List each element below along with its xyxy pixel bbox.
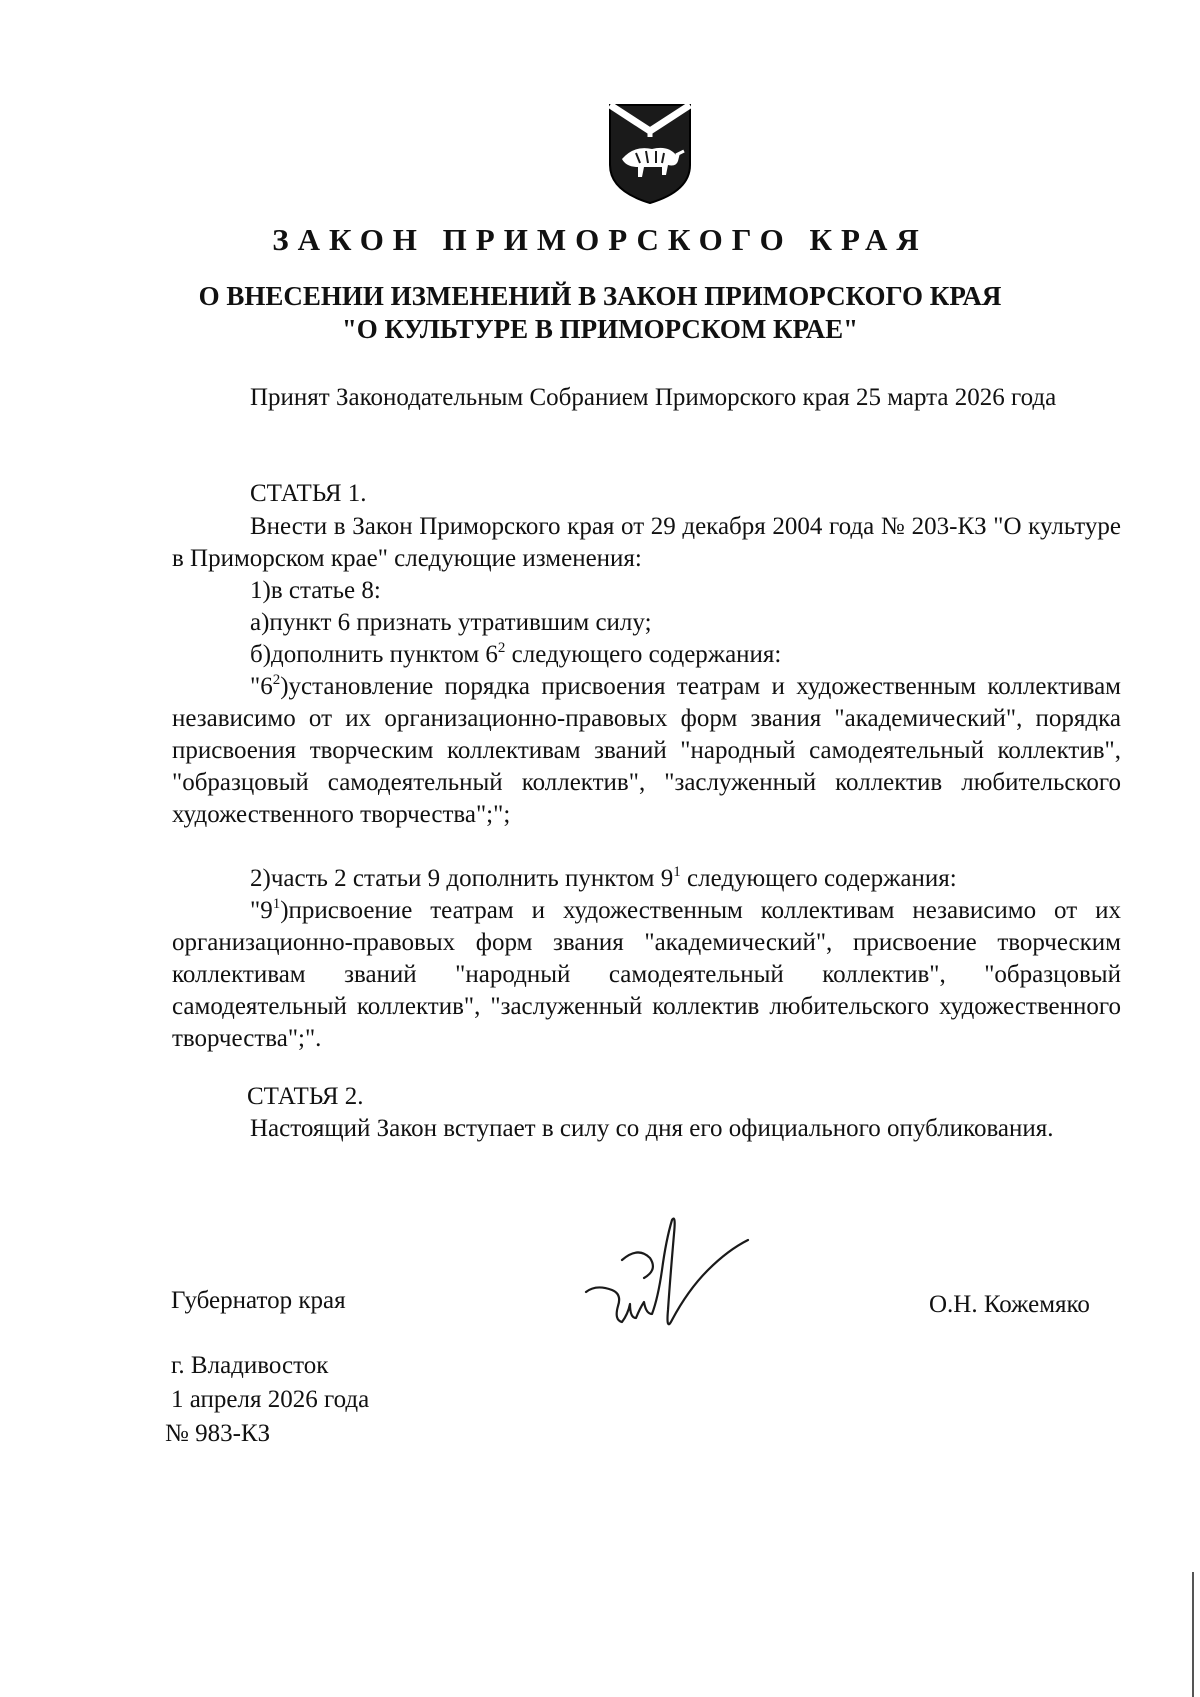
law-title: ЗАКОН ПРИМОРСКОГО КРАЯ [272, 222, 928, 257]
article1-quote2: "$9^1)присвоение$ театрам и художественным коллективам независимо от их организационно-правовых форм звания "академический", присвоение творческим коллективам званий "народный самодеятельный коллектив", "образцовый самодеятельный коллектив", "заслуженный коллектив любительского художественного творчества";". [172, 896, 1121, 1052]
article1-quote1: "$6^2)установление$ порядка присвоения театрам и художественным коллективам независимо от их организационно-правовых форм звания "академический", порядка присвоения творческим коллективам званий "народный самодеятельный коллектив", "образцовый самодеятельный коллектив", "заслуженный коллектив любительского художественного творчества";"; [172, 672, 1121, 828]
article1-item1a: а)пункт 6 признать утратившим силу; [250, 609, 652, 636]
signing-date: 1 апреля 2026 года [171, 1386, 370, 1413]
governor-signature [578, 1210, 758, 1340]
article1-heading: СТАТЬЯ 1. [250, 480, 367, 507]
article1-item2: 2)часть 2 статьи 9 дополнить пунктом $9^1$ следующего содержания: [250, 864, 957, 892]
article2-heading: СТАТЬЯ 2. [247, 1083, 364, 1110]
article1-item1: 1)в статье 8: [250, 577, 381, 604]
signatory-position: Губернатор края [171, 1287, 346, 1314]
signing-city: г. Владивосток [171, 1352, 329, 1379]
article1-intro: Внести в Закон Приморского края от 29 декабря 2004 года № 203-КЗ "О культуре в Приморском крае" следующие изменения: [172, 513, 1121, 572]
primorsky-krai-coat-of-arms-icon [606, 101, 694, 205]
law-subtitle-line1: О ВНЕСЕНИИ ИЗМЕНЕНИЙ В ЗАКОН ПРИМОРСКОГО КРАЯ [198, 281, 1002, 311]
article2-text: Настоящий Закон вступает в силу со дня его официального опубликования. [250, 1115, 1054, 1142]
signatory-name: О.Н. Кожемяко [929, 1291, 1090, 1318]
adoption-statement: Принят Законодательным Собранием Приморского края 25 марта 2026 года [250, 384, 1057, 411]
law-number: № 983-КЗ [165, 1420, 271, 1447]
law-subtitle-line2: "О КУЛЬТУРЕ В ПРИМОРСКОМ КРАЕ" [341, 314, 859, 344]
scan-edge-mark [1192, 1572, 1194, 1697]
article1-item1b: б)дополнить пунктом $6^2$ следующего содержания: [250, 640, 782, 668]
